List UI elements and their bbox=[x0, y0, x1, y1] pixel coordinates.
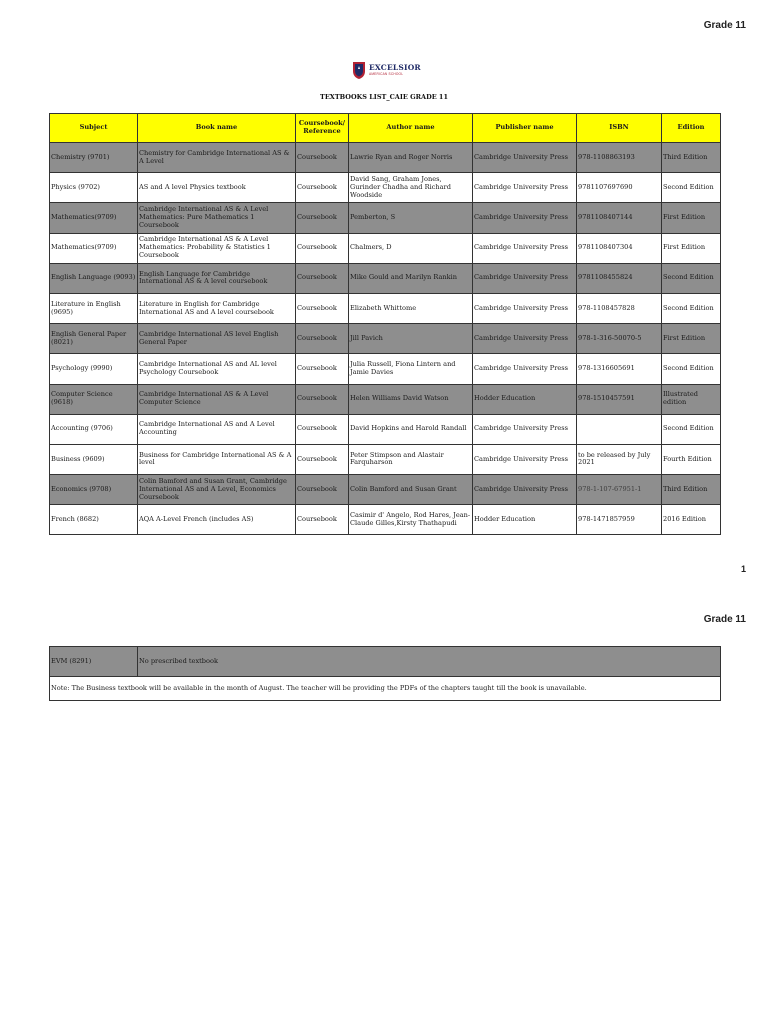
school-logo bbox=[352, 57, 422, 83]
cell-author: Casimir d' Angelo, Rod Hares, Jean-Claude Gilles,Kirsty Thathapudi bbox=[349, 505, 473, 535]
cell-subject: Economics (9708) bbox=[50, 475, 138, 505]
cell-publisher: Cambridge University Press bbox=[473, 475, 577, 505]
cell-subject: Chemistry (9701) bbox=[50, 143, 138, 173]
cell-edition: Second Edition bbox=[662, 293, 721, 323]
cell-author: Jill Pavich bbox=[349, 324, 473, 354]
cell-publisher: Cambridge University Press bbox=[473, 444, 577, 474]
cell-publisher: Hodder Education bbox=[473, 384, 577, 414]
cell-book: Business for Cambridge International AS & A level bbox=[138, 444, 296, 474]
table-row bbox=[50, 233, 721, 263]
cell-subject: Psychology (9990) bbox=[50, 354, 138, 384]
cell-type: Coursebook bbox=[296, 475, 349, 505]
col-header-type: Coursebook/ Reference bbox=[296, 114, 349, 143]
col-header-author: Author name bbox=[349, 114, 473, 143]
cell-author: Helen Williams David Watson bbox=[349, 384, 473, 414]
cell-subject: Mathematics(9709) bbox=[50, 203, 138, 233]
col-header-isbn: ISBN bbox=[577, 114, 662, 143]
cell-edition: Third Edition bbox=[662, 143, 721, 173]
cell-publisher: Cambridge University Press bbox=[473, 324, 577, 354]
cell-type: Coursebook bbox=[296, 505, 349, 535]
evm-book: No prescribed textbook bbox=[138, 647, 721, 677]
col-header-publisher: Publisher name bbox=[473, 114, 577, 143]
cell-edition: First Edition bbox=[662, 233, 721, 263]
table-row bbox=[50, 263, 721, 293]
table-row bbox=[50, 203, 721, 233]
cell-book: AQA A-Level French (includes AS) bbox=[138, 505, 296, 535]
page-title: TEXTBOOKS LIST_CAIE GRADE 11 bbox=[320, 93, 448, 101]
cell-subject: Business (9609) bbox=[50, 444, 138, 474]
cell-publisher: Cambridge University Press bbox=[473, 293, 577, 323]
table-row bbox=[50, 475, 721, 505]
grade-label-second: Grade 11 bbox=[703, 614, 746, 625]
cell-publisher: Cambridge University Press bbox=[473, 233, 577, 263]
cell-type: Coursebook bbox=[296, 143, 349, 173]
cell-isbn: 978-1510457591 bbox=[577, 384, 662, 414]
cell-edition: First Edition bbox=[662, 203, 721, 233]
note-row bbox=[50, 677, 721, 701]
cell-isbn: 978-1108863193 bbox=[577, 143, 662, 173]
cell-edition: Second Edition bbox=[662, 354, 721, 384]
table-row bbox=[50, 143, 721, 173]
cell-publisher: Cambridge University Press bbox=[473, 263, 577, 293]
table-row bbox=[50, 414, 721, 444]
grade-label-top: Grade 11 bbox=[703, 20, 746, 31]
cell-type: Coursebook bbox=[296, 233, 349, 263]
cell-publisher: Cambridge University Press bbox=[473, 203, 577, 233]
table-row bbox=[50, 173, 721, 203]
cell-book: AS and A level Physics textbook bbox=[138, 173, 296, 203]
cell-subject: Mathematics(9709) bbox=[50, 233, 138, 263]
evm-row bbox=[50, 647, 721, 677]
table-header-row bbox=[50, 114, 721, 143]
cell-edition: Third Edition bbox=[662, 475, 721, 505]
cell-book: Colin Bamford and Susan Grant, Cambridge International AS and A Level, Economics Coursebook bbox=[138, 475, 296, 505]
cell-edition: Illustrated edition bbox=[662, 384, 721, 414]
table-row bbox=[50, 354, 721, 384]
logo-name: EXCELSIOR bbox=[369, 63, 421, 73]
cell-book: Cambridge International AS & A Level Mathematics: Pure Mathematics 1 Coursebook bbox=[138, 203, 296, 233]
cell-edition: First Edition bbox=[662, 324, 721, 354]
cell-type: Coursebook bbox=[296, 324, 349, 354]
cell-book: Chemistry for Cambridge International AS & A Level bbox=[138, 143, 296, 173]
cell-author: Peter Stimpson and Alastair Farquharson bbox=[349, 444, 473, 474]
crest-icon bbox=[352, 60, 366, 80]
cell-subject: Accounting (9706) bbox=[50, 414, 138, 444]
table-row bbox=[50, 384, 721, 414]
cell-publisher: Cambridge University Press bbox=[473, 414, 577, 444]
cell-subject: Physics (9702) bbox=[50, 173, 138, 203]
cell-type: Coursebook bbox=[296, 203, 349, 233]
cell-author: Elizabeth Whittome bbox=[349, 293, 473, 323]
cell-subject: English Language (9093) bbox=[50, 263, 138, 293]
textbook-table bbox=[49, 113, 721, 535]
cell-subject: French (8682) bbox=[50, 505, 138, 535]
cell-edition: 2016 Edition bbox=[662, 505, 721, 535]
cell-type: Coursebook bbox=[296, 263, 349, 293]
cell-author: David Hopkins and Harold Randall bbox=[349, 414, 473, 444]
cell-publisher: Cambridge University Press bbox=[473, 143, 577, 173]
cell-edition: Second Edition bbox=[662, 173, 721, 203]
cell-isbn: 978-1108457828 bbox=[577, 293, 662, 323]
col-header-subject: Subject bbox=[50, 114, 138, 143]
cell-book: English Language for Cambridge International AS & A level coursebook bbox=[138, 263, 296, 293]
cell-subject: Computer Science (9618) bbox=[50, 384, 138, 414]
cell-author: Lawrie Ryan and Roger Norris bbox=[349, 143, 473, 173]
cell-publisher: Cambridge University Press bbox=[473, 173, 577, 203]
cell-type: Coursebook bbox=[296, 384, 349, 414]
cell-book: Literature in English for Cambridge International AS and A level coursebook bbox=[138, 293, 296, 323]
cell-author: Chalmers, D bbox=[349, 233, 473, 263]
table-row bbox=[50, 505, 721, 535]
cell-author: Mike Gould and Marilyn Rankin bbox=[349, 263, 473, 293]
cell-author: Julia Russell, Fiona Lintern and Jamie Davies bbox=[349, 354, 473, 384]
cell-isbn: 9781108407304 bbox=[577, 233, 662, 263]
cell-isbn: 978-1471857959 bbox=[577, 505, 662, 535]
table-row bbox=[50, 444, 721, 474]
col-header-book: Book name bbox=[138, 114, 296, 143]
extra-table bbox=[49, 646, 721, 701]
cell-edition: Second Edition bbox=[662, 414, 721, 444]
cell-book: Cambridge International AS & A Level Mathematics: Probability & Statistics 1 Coursebook bbox=[138, 233, 296, 263]
cell-isbn: 978-1-107-67951-1 bbox=[577, 475, 662, 505]
cell-book: Cambridge International AS & A Level Computer Science bbox=[138, 384, 296, 414]
cell-publisher: Cambridge University Press bbox=[473, 354, 577, 384]
evm-subject: EVM (8291) bbox=[50, 647, 138, 677]
cell-isbn: to be released by July 2021 bbox=[577, 444, 662, 474]
col-header-edition: Edition bbox=[662, 114, 721, 143]
cell-type: Coursebook bbox=[296, 414, 349, 444]
cell-isbn: 978-1316605691 bbox=[577, 354, 662, 384]
cell-edition: Second Edition bbox=[662, 263, 721, 293]
cell-isbn: 9781108407144 bbox=[577, 203, 662, 233]
cell-publisher: Hodder Education bbox=[473, 505, 577, 535]
cell-isbn: 9781108455824 bbox=[577, 263, 662, 293]
cell-type: Coursebook bbox=[296, 293, 349, 323]
cell-book: Cambridge International AS and A Level Accounting bbox=[138, 414, 296, 444]
cell-edition: Fourth Edition bbox=[662, 444, 721, 474]
cell-author: Pemberton, S bbox=[349, 203, 473, 233]
cell-subject: Literature in English (9695) bbox=[50, 293, 138, 323]
cell-type: Coursebook bbox=[296, 354, 349, 384]
cell-type: Coursebook bbox=[296, 173, 349, 203]
cell-isbn: 978-1-316-50070-5 bbox=[577, 324, 662, 354]
table-row bbox=[50, 324, 721, 354]
cell-author: David Sang, Graham Jones, Gurinder Chadha and Richard Woodside bbox=[349, 173, 473, 203]
cell-isbn bbox=[577, 414, 662, 444]
page-number: 1 bbox=[740, 564, 746, 574]
cell-subject: English General Paper (8021) bbox=[50, 324, 138, 354]
note-text: Note: The Business textbook will be available in the month of August. The teacher will be providing the PDFs of the chapters taught till the book is unavailable. bbox=[50, 677, 721, 701]
cell-book: Cambridge International AS and AL level Psychology Coursebook bbox=[138, 354, 296, 384]
cell-type: Coursebook bbox=[296, 444, 349, 474]
cell-author: Colin Bamford and Susan Grant bbox=[349, 475, 473, 505]
logo-subtitle: AMERICAN SCHOOL bbox=[369, 71, 404, 76]
table-row bbox=[50, 293, 721, 323]
cell-isbn: 9781107697690 bbox=[577, 173, 662, 203]
cell-book: Cambridge International AS level English General Paper bbox=[138, 324, 296, 354]
